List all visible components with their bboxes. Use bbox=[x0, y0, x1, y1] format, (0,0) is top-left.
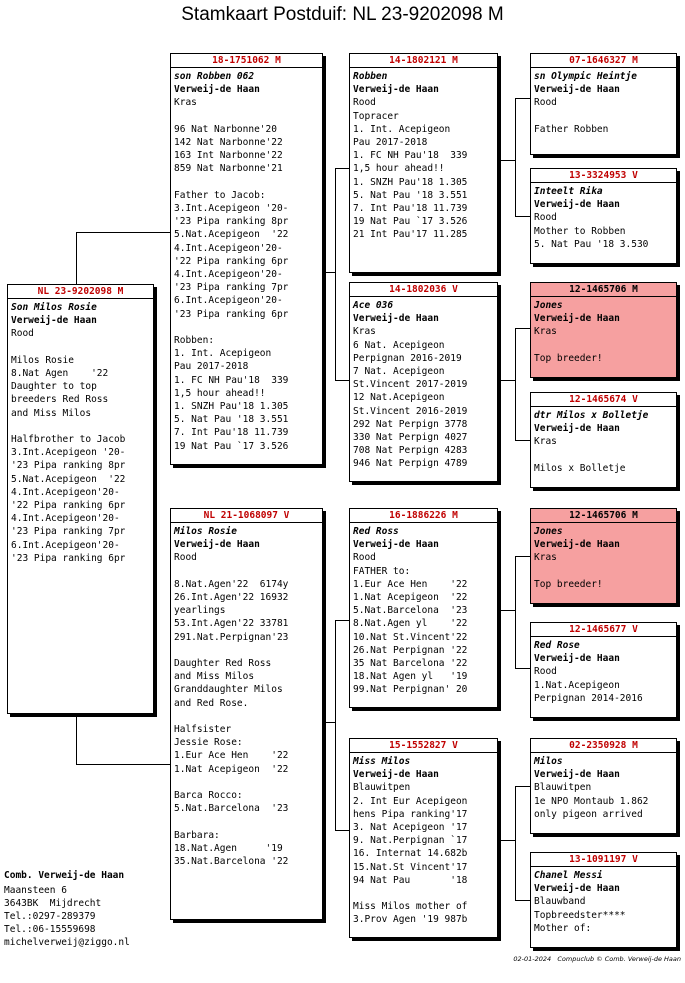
pigeon-info-line: 35 Nat Barcelona '22 bbox=[353, 658, 468, 670]
pigeon-card-mmf[interactable] bbox=[530, 738, 677, 834]
pigeon-info-line: '23 Pipa ranking 8pr bbox=[11, 460, 126, 472]
pigeon-card-mother-father[interactable] bbox=[349, 508, 498, 708]
connector bbox=[515, 328, 516, 440]
connector bbox=[515, 786, 530, 787]
pigeon-info-line bbox=[174, 644, 319, 657]
pigeon-info-line bbox=[534, 449, 673, 462]
pigeon-info-line: breeders Red Ross bbox=[11, 394, 109, 406]
connector bbox=[335, 168, 349, 169]
pigeon-info-line: Perpignan 2016-2019 bbox=[353, 352, 462, 364]
connector bbox=[335, 620, 349, 621]
pigeon-info-line: 10.Nat St.Vincent'22 bbox=[353, 631, 468, 643]
pigeon-info-line: Kras bbox=[353, 326, 376, 338]
connector bbox=[515, 440, 530, 441]
ring-number: 16-1886226 M bbox=[350, 509, 497, 523]
connector bbox=[515, 900, 530, 901]
pigeon-info-line: 1. SNZH Pau'18 1.305 bbox=[174, 401, 289, 413]
pigeon-info-line: 18.Nat.Agen '19 bbox=[174, 842, 283, 854]
pigeon-info-line: 142 Nat Narbonne'22 bbox=[174, 137, 283, 148]
owner-line: 3643BK Mijdrecht bbox=[4, 898, 102, 909]
connector bbox=[515, 556, 530, 557]
connector bbox=[515, 556, 516, 668]
pigeon-info-line: and Miss Milos bbox=[174, 671, 255, 683]
pigeon-info-line: 26.Int.Agen'22 16932 bbox=[174, 592, 289, 603]
breeder-name: Verweij-de Haan bbox=[534, 883, 620, 895]
pigeon-name: Inteelt Rika bbox=[534, 186, 603, 197]
pigeon-info-line: 4.Int.Acepigeon'20- bbox=[11, 513, 120, 525]
pigeon-info-line: Rood bbox=[534, 666, 557, 678]
pigeon-info-line bbox=[174, 710, 319, 723]
pigeon-info-line: 3. Nat Acepigeon '17 bbox=[353, 822, 468, 834]
pigeon-info-line: 21 Int Pau'17 11.285 bbox=[353, 229, 468, 241]
pigeon-info-line: 53.Int.Agen'22 33781 bbox=[174, 618, 289, 630]
pigeon-name: Chanel Messi bbox=[534, 870, 603, 881]
pigeon-info-line: and Red Rose. bbox=[174, 697, 249, 709]
pigeon-info-line: 1.Eur Ace Hen '22 bbox=[353, 578, 468, 590]
pigeon-info-line: 1. Int. Acepigeon bbox=[353, 123, 451, 135]
pigeon-info-line bbox=[174, 176, 319, 189]
connector bbox=[323, 722, 335, 723]
pigeon-info-line: and Miss Milos bbox=[11, 407, 92, 419]
pigeon-info-line: FATHER to: bbox=[353, 565, 411, 577]
pigeon-info-line: Father to Jacob: bbox=[174, 189, 266, 201]
ring-number: 15-1552827 V bbox=[350, 739, 497, 753]
breeder-name: Verweij-de Haan bbox=[534, 539, 620, 551]
pigeon-info-line: 7. Int Pau'18 11.739 bbox=[174, 427, 289, 439]
pigeon-info-line: Topbreedster**** bbox=[534, 909, 626, 921]
pigeon-info-line bbox=[174, 565, 319, 578]
connector bbox=[515, 216, 530, 217]
pigeon-info-line: 5.Nat.Barcelona '23 bbox=[174, 803, 289, 815]
pigeon-info-line: 3.Int.Acepigeon '20- bbox=[174, 203, 289, 214]
pigeon-name: Red Rose bbox=[534, 640, 580, 651]
pigeon-info-line: 3.Prov Agen '19 987b bbox=[353, 914, 468, 926]
ring-number: 12-1465677 V bbox=[531, 623, 676, 637]
pigeon-info-line bbox=[174, 110, 319, 123]
pigeon-info-line: 9. Nat.Perpignan `17 bbox=[353, 835, 468, 847]
pigeon-card-father-mother[interactable] bbox=[349, 282, 498, 482]
pigeon-info-line: Blauwitpen bbox=[534, 782, 592, 794]
pigeon-info-line: only pigeon arrived bbox=[534, 808, 643, 820]
pigeon-name: Milos Rosie bbox=[174, 526, 237, 537]
pigeon-info-line: hens Pipa ranking'17 bbox=[353, 808, 468, 820]
breeder-name: Verweij-de Haan bbox=[534, 313, 620, 325]
pigeon-card-main[interactable] bbox=[7, 284, 154, 714]
pigeon-info-line bbox=[534, 110, 673, 123]
pigeon-info-line: 19 Nat Pau `17 3.526 bbox=[353, 216, 468, 228]
pigeon-info-line bbox=[11, 341, 150, 354]
pigeon-name: Milos bbox=[534, 756, 563, 767]
pigeon-info-line: 3.Int.Acepigeon '20- bbox=[11, 447, 126, 459]
pigeon-name: son Robben 062 bbox=[174, 71, 255, 82]
ring-number: 12-1465706 M bbox=[531, 283, 676, 297]
pigeon-info-line: Blauwband bbox=[534, 896, 586, 908]
pigeon-info-line: Father Robben bbox=[534, 123, 609, 135]
pigeon-info-line: Halfbrother to Jacob bbox=[11, 434, 126, 445]
ring-number: 13-3324953 V bbox=[531, 169, 676, 183]
ring-number: 14-1802121 M bbox=[350, 54, 497, 68]
pigeon-info-line: 12 Nat.Acepigeon bbox=[353, 392, 445, 404]
ring-number: 12-1465674 V bbox=[531, 393, 676, 407]
breeder-name: Verweij-de Haan bbox=[353, 84, 439, 96]
pigeon-info-line: 94 Nat Pau '18 bbox=[353, 874, 468, 886]
connector bbox=[335, 830, 349, 831]
pigeon-info-line: '22 Pipa ranking 6pr bbox=[174, 255, 289, 267]
owner-block bbox=[4, 868, 130, 949]
ring-number: 07-1646327 M bbox=[531, 54, 676, 68]
pigeon-card-fmf[interactable] bbox=[530, 282, 677, 378]
connector bbox=[76, 232, 77, 286]
pigeon-card-fff[interactable] bbox=[530, 53, 677, 155]
pigeon-info-line: '23 Pipa ranking 6pr bbox=[174, 308, 289, 320]
pigeon-info-line: Kras bbox=[534, 326, 557, 338]
pigeon-info-line: Kras bbox=[174, 97, 197, 109]
pigeon-card-mfm[interactable] bbox=[530, 622, 677, 718]
pigeon-info-line: 1. FC NH Pau'18 339 bbox=[174, 374, 289, 386]
ring-number: NL 21-1068097 V bbox=[171, 509, 322, 523]
owner-line: Maansteen 6 bbox=[4, 885, 67, 896]
pigeon-info-line: Kras bbox=[534, 552, 557, 564]
pigeon-info-line: 6.Int.Acepigeon'20- bbox=[11, 539, 120, 551]
pigeon-info-line: 5. Nat Pau '18 3.551 bbox=[174, 414, 289, 426]
pigeon-info-line: 18.Nat Agen yl '19 bbox=[353, 671, 468, 683]
connector bbox=[498, 840, 515, 841]
pigeon-info-line: Top breeder! bbox=[534, 352, 603, 364]
pigeon-info-line: 26.Nat Perpignan '22 bbox=[353, 644, 468, 656]
pigeon-info-line: Rood bbox=[353, 97, 376, 109]
ring-number: 14-1802036 V bbox=[350, 283, 497, 297]
connector bbox=[76, 764, 171, 765]
connector bbox=[335, 380, 349, 381]
pigeon-info-line: 16. Internat 14.682b bbox=[353, 848, 468, 860]
pigeon-info-line: 1.Nat Acepigeon '22 bbox=[353, 592, 468, 604]
breeder-name: Verweij-de Haan bbox=[174, 84, 260, 96]
pigeon-info-line bbox=[174, 321, 319, 334]
pigeon-info-line: 1. Int. Acepigeon bbox=[174, 348, 272, 360]
pigeon-info-line: '23 Pipa ranking 6pr bbox=[11, 552, 126, 564]
pigeon-info-line: 5.Nat.Acepigeon '22 bbox=[174, 229, 289, 241]
ring-number: NL 23-9202098 M bbox=[8, 285, 153, 299]
pigeon-info-line: 8.Nat Agen '22 bbox=[11, 368, 109, 379]
pigeon-info-line: Daughter to top bbox=[11, 381, 97, 393]
ring-number: 13-1091197 V bbox=[531, 853, 676, 867]
pigeon-info-line: 946 Nat Perpign 4789 bbox=[353, 458, 468, 470]
pigeon-info-line: 330 Nat Perpign 4027 bbox=[353, 432, 468, 444]
pigeon-info-line: St.Vincent 2016-2019 bbox=[353, 405, 468, 417]
pigeon-info-line: 1,5 hour ahead!! bbox=[174, 387, 266, 399]
pigeon-info-line: Perpignan 2014-2016 bbox=[534, 692, 643, 704]
ring-number: 12-1465706 M bbox=[531, 509, 676, 523]
pigeon-info-line: Halfsister bbox=[174, 724, 232, 735]
connector bbox=[515, 98, 530, 99]
pigeon-info-line: Milos Rosie bbox=[11, 354, 74, 366]
pigeon-info-line: 5.Nat.Barcelona '23 bbox=[353, 605, 468, 617]
connector bbox=[515, 668, 530, 669]
pigeon-info-line: '23 Pipa ranking 8pr bbox=[174, 216, 289, 228]
pigeon-info-line: 99.Nat Perpignan' 20 bbox=[353, 684, 468, 696]
owner-phone: Tel.:0297-289379 bbox=[4, 911, 96, 922]
connector bbox=[76, 714, 77, 764]
pigeon-info-line: Pau 2017-2018 bbox=[174, 361, 249, 373]
pigeon-card-father[interactable] bbox=[170, 53, 323, 465]
pigeon-info-line: 4.Int.Acepigeon'20- bbox=[11, 486, 120, 498]
pigeon-name: Jones bbox=[534, 526, 563, 537]
pigeon-info-line: Jessie Rose: bbox=[174, 737, 243, 749]
pigeon-info-line: 2. Int Eur Acepigeon bbox=[353, 795, 468, 807]
pigeon-info-line: 5. Nat Pau '18 3.551 bbox=[353, 189, 468, 201]
pigeon-info-line: 8.Nat.Agen'22 6174y bbox=[174, 578, 289, 590]
pigeon-info-line: 1.Nat.Acepigeon bbox=[534, 679, 620, 691]
pigeon-info-line: Blauwitpen bbox=[353, 782, 411, 794]
pigeon-info-line: 15.Nat.St Vincent'17 bbox=[353, 861, 468, 873]
pigeon-card-mff[interactable] bbox=[530, 508, 677, 604]
pigeon-info-line bbox=[11, 420, 150, 433]
pigeon-info-line: 7 Nat. Acepigeon bbox=[353, 366, 445, 378]
pigeon-info-line: 4.Int.Acepigeon'20- bbox=[174, 242, 283, 254]
connector bbox=[515, 786, 516, 900]
breeder-name: Verweij-de Haan bbox=[353, 769, 439, 781]
owner-mobile: Tel.:06-15559698 bbox=[4, 924, 96, 935]
pigeon-info-line: Robben: bbox=[174, 335, 215, 347]
pigeon-name: sn Olympic Heintje bbox=[534, 71, 637, 82]
pigeon-card-mmm[interactable] bbox=[530, 852, 677, 948]
pigeon-name: dtr Milos x Bolletje bbox=[534, 410, 649, 421]
pigeon-card-fmm[interactable] bbox=[530, 392, 677, 488]
pigeon-info-line: Rood bbox=[534, 212, 557, 224]
page-title: Stamkaart Postduif: NL 23-9202098 M bbox=[181, 4, 504, 25]
ring-number: 18-1751062 M bbox=[171, 54, 322, 68]
pigeon-info-line: 291.Nat.Perpignan'23 bbox=[174, 631, 289, 643]
breeder-name: Verweij-de Haan bbox=[11, 315, 97, 327]
pigeon-info-line bbox=[534, 339, 673, 352]
pigeon-info-line: '23 Pipa ranking 7pr bbox=[11, 526, 126, 538]
pigeon-info-line: Barbara: bbox=[174, 829, 220, 841]
pigeon-info-line: Daughter Red Ross bbox=[174, 658, 272, 669]
pigeon-info-line: 1e NPO Montaub 1.862 bbox=[534, 795, 649, 807]
pigeon-info-line: 5.Nat.Acepigeon '22 bbox=[11, 473, 126, 485]
pigeon-info-line: Mother of: bbox=[534, 922, 592, 934]
pigeon-card-ffm[interactable] bbox=[530, 168, 677, 264]
pigeon-info-line: Rood bbox=[11, 328, 34, 340]
pigeon-info-line bbox=[174, 815, 319, 828]
pigeon-info-line: 1. SNZH Pau'18 1.305 bbox=[353, 176, 468, 188]
pigeon-info-line: 6.Int.Acepigeon'20- bbox=[174, 295, 283, 307]
pigeon-info-line: Rood bbox=[534, 97, 557, 109]
pigeon-info-line: 1,5 hour ahead!! bbox=[353, 163, 445, 175]
pigeon-info-line: 35.Nat.Barcelona '22 bbox=[174, 856, 289, 867]
pigeon-name: Red Ross bbox=[353, 526, 399, 537]
pigeon-name: Ace 036 bbox=[353, 300, 394, 311]
pigeon-info-line: 1.Eur Ace Hen '22 bbox=[174, 750, 289, 762]
connector bbox=[498, 610, 515, 611]
pigeon-info-line: St.Vincent 2017-2019 bbox=[353, 379, 468, 391]
pigeon-info-line: Barca Rocco: bbox=[174, 790, 243, 801]
connector bbox=[335, 168, 336, 380]
pigeon-info-line: Granddaughter Milos bbox=[174, 684, 283, 696]
pigeon-info-line: 4.Int.Acepigeon'20- bbox=[174, 269, 283, 281]
pigeon-info-line: 292 Nat Perpign 3778 bbox=[353, 418, 468, 430]
pigeon-info-line bbox=[353, 887, 494, 900]
pigeon-info-line: Top breeder! bbox=[534, 578, 603, 590]
pigeon-info-line bbox=[534, 565, 673, 578]
pigeon-info-line: Kras bbox=[534, 436, 557, 448]
connector bbox=[515, 98, 516, 216]
pigeon-info-line: 859 Nat Narbonne'21 bbox=[174, 163, 283, 175]
connector bbox=[498, 380, 515, 381]
pigeon-name: Miss Milos bbox=[353, 756, 411, 767]
connector bbox=[323, 272, 335, 273]
pigeon-info-line: Topracer bbox=[353, 110, 399, 122]
pigeon-name: Jones bbox=[534, 300, 563, 311]
pigeon-info-line: 708 Nat Perpign 4283 bbox=[353, 445, 468, 457]
pigeon-info-line: 7. Int Pau'18 11.739 bbox=[353, 203, 468, 215]
pigeon-card-father-father[interactable] bbox=[349, 53, 498, 273]
pigeon-info-line: yearlings bbox=[174, 605, 226, 617]
breeder-name: Verweij-de Haan bbox=[353, 313, 439, 325]
breeder-name: Verweij-de Haan bbox=[534, 199, 620, 211]
pigeon-info-line: Pau 2017-2018 bbox=[353, 137, 428, 149]
owner-name: Comb. Verweij-de Haan bbox=[4, 870, 125, 881]
pigeon-info-line: '22 Pipa ranking 6pr bbox=[11, 500, 126, 512]
connector bbox=[515, 328, 530, 329]
pigeon-info-line: Mother to Robben bbox=[534, 225, 626, 237]
pigeon-name: Robben bbox=[353, 71, 388, 82]
breeder-name: Verweij-de Haan bbox=[534, 769, 620, 781]
pigeon-card-mother-mother[interactable] bbox=[349, 738, 498, 938]
pigeon-info-line: 96 Nat Narbonne'20 bbox=[174, 123, 277, 135]
pigeon-info-line: 19 Nat Pau `17 3.526 bbox=[174, 440, 289, 452]
pigeon-info-line: Rood bbox=[353, 552, 376, 564]
connector bbox=[498, 160, 515, 161]
pigeon-info-line bbox=[174, 776, 319, 789]
pigeon-info-line: 6 Nat. Acepigeon bbox=[353, 339, 445, 351]
pigeon-info-line: Milos x Bolletje bbox=[534, 462, 626, 474]
breeder-name: Verweij-de Haan bbox=[534, 653, 620, 665]
breeder-name: Verweij-de Haan bbox=[534, 423, 620, 435]
pigeon-card-mother[interactable] bbox=[170, 508, 323, 920]
connector bbox=[76, 232, 171, 233]
pigeon-info-line: Miss Milos mother of bbox=[353, 901, 468, 913]
breeder-name: Verweij-de Haan bbox=[353, 539, 439, 551]
pigeon-name: Son Milos Rosie bbox=[11, 302, 97, 313]
pigeon-info-line: 8.Nat.Agen yl '22 bbox=[353, 618, 468, 630]
ring-number: 02-2350928 M bbox=[531, 739, 676, 753]
pigeon-info-line: '23 Pipa ranking 7pr bbox=[174, 282, 289, 294]
pigeon-info-line: 1.Nat Acepigeon '22 bbox=[174, 763, 289, 775]
breeder-name: Verweij-de Haan bbox=[534, 84, 620, 96]
breeder-name: Verweij-de Haan bbox=[174, 539, 260, 551]
footer-credit: 02-01-2024 Compuclub © Comb. Verweij-de Haan bbox=[513, 955, 681, 963]
pigeon-info-line: 163 Int Narbonne'22 bbox=[174, 150, 283, 162]
pigeon-info-line: 5. Nat Pau '18 3.530 bbox=[534, 238, 649, 250]
owner-email[interactable]: michelverweij@ziggo.nl bbox=[4, 937, 130, 948]
connector bbox=[335, 620, 336, 830]
pigeon-info-line: 1. FC NH Pau'18 339 bbox=[353, 150, 468, 162]
pigeon-info-line: Rood bbox=[174, 552, 197, 564]
